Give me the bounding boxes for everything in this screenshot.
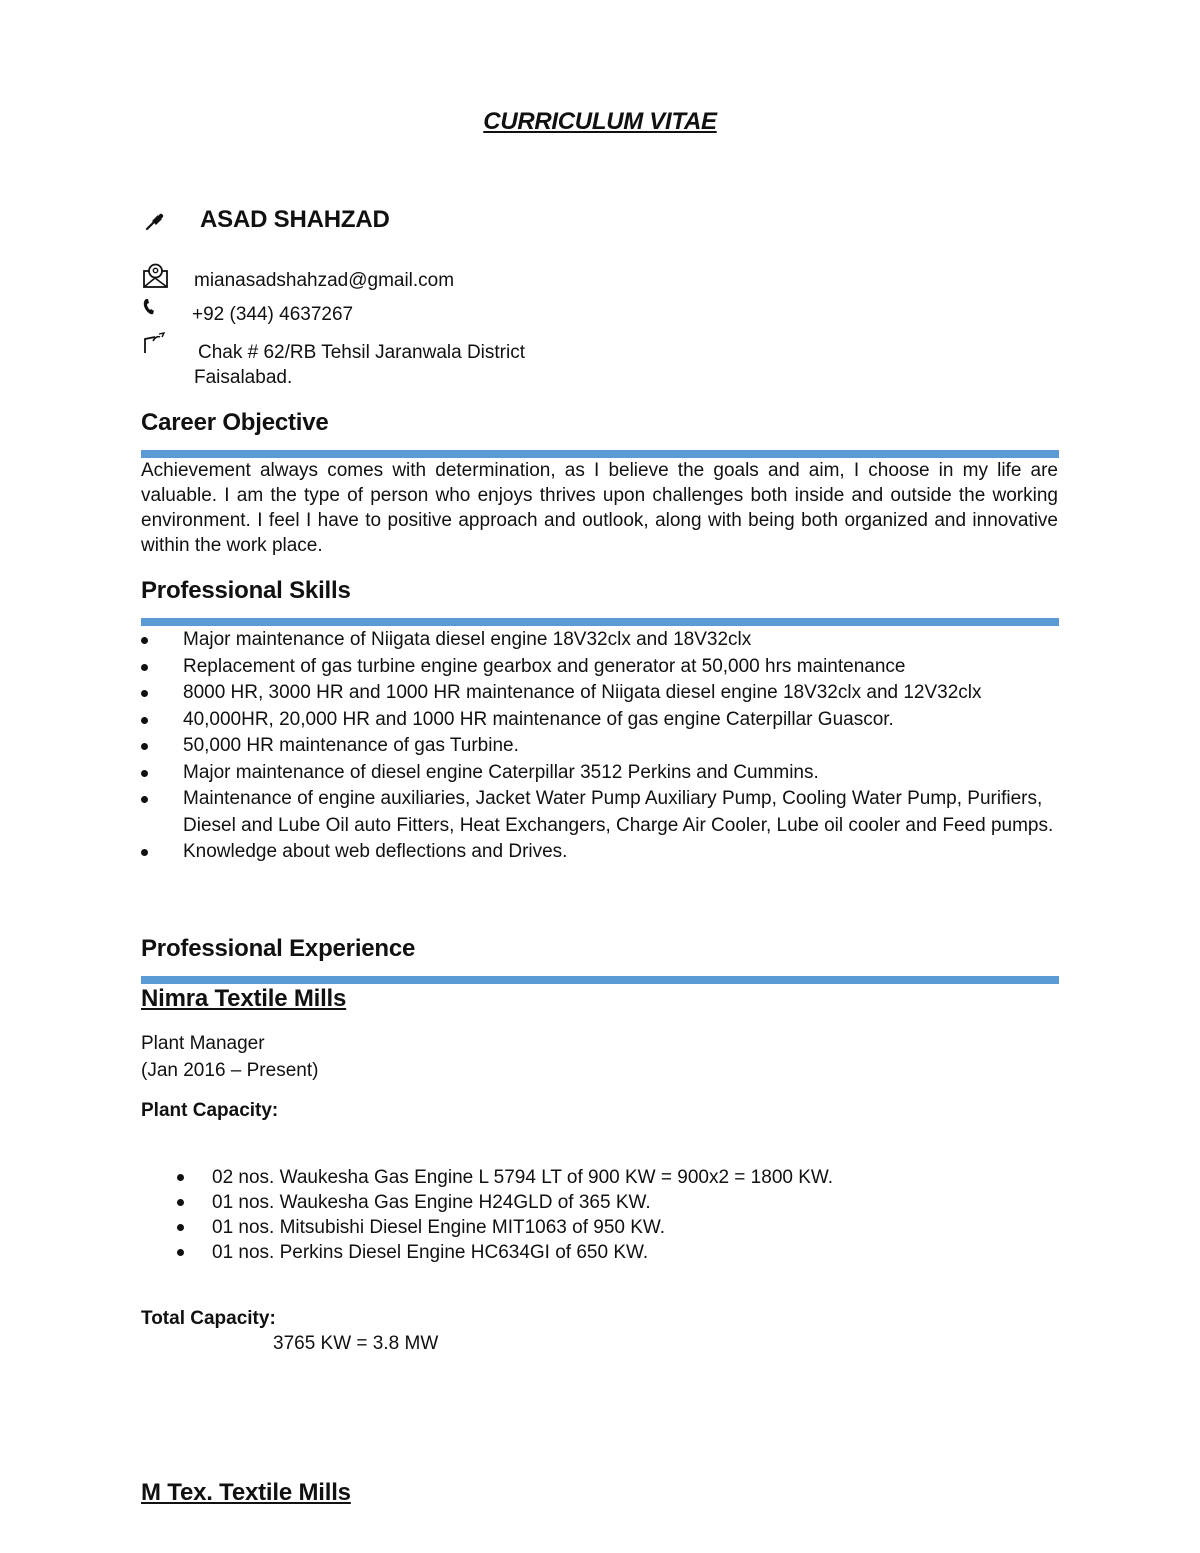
plant-capacity-label: Plant Capacity: [141, 1100, 279, 1121]
list-item: 50,000 HR maintenance of gas Turbine. [141, 733, 1081, 760]
list-item: 40,000HR, 20,000 HR and 1000 HR maintenance of gas engine Caterpillar Guascor. [141, 707, 1081, 734]
list-item: 02 nos. Waukesha Gas Engine L 5794 LT of 900 KW = 900x2 = 1800 KW. [172, 1165, 833, 1190]
list-item: Major maintenance of diesel engine Caterpillar 3512 Perkins and Cummins. [141, 760, 1081, 787]
phone-text: +92 (344) 4637267 [192, 304, 354, 325]
phone-icon [142, 297, 158, 322]
capacity-list [172, 1165, 833, 1265]
job-role: Plant Manager [141, 1033, 265, 1054]
email-text: mianasadshahzad@gmail.com [194, 270, 455, 291]
bullet-icon [141, 743, 148, 750]
total-capacity-value: 3765 KW = 3.8 MW [273, 1333, 439, 1354]
company-name: Nimra Textile Mills [141, 985, 347, 1012]
bullet-icon [177, 1199, 184, 1206]
company-name: M Tex. Textile Mills [141, 1479, 351, 1506]
bullet-icon [141, 664, 148, 671]
job-period: (Jan 2016 – Present) [141, 1060, 319, 1081]
envelope-icon [142, 262, 170, 295]
bullet-icon [177, 1174, 184, 1181]
bullet-icon [141, 717, 148, 724]
bullet-icon [141, 690, 148, 697]
bullet-icon [141, 796, 148, 803]
list-item: Replacement of gas turbine engine gearbox and generator at 50,000 hrs maintenance [141, 654, 1081, 681]
professional-skills-heading: Professional Skills [141, 577, 351, 604]
list-item: Maintenance of engine auxiliaries, Jacket Water Pump Auxiliary Pump, Cooling Water Pump, Purifiers, Diesel and Lube Oil auto Fitters, Heat Exchangers, Charge Air Cooler, Lube oil cooler and Feed pumps. [141, 786, 1083, 839]
bullet-icon [177, 1224, 184, 1231]
total-capacity-label: Total Capacity: [141, 1308, 276, 1329]
list-item: 01 nos. Waukesha Gas Engine H24GLD of 365 KW. [172, 1190, 833, 1215]
pen-icon [144, 210, 166, 237]
bullet-icon [177, 1249, 184, 1256]
list-item: Knowledge about web deflections and Drives. [141, 839, 1081, 866]
skills-list [141, 627, 1081, 866]
career-objective-heading: Career Objective [141, 409, 329, 436]
professional-experience-heading: Professional Experience [141, 935, 416, 962]
list-item: 8000 HR, 3000 HR and 1000 HR maintenance of Niigata diesel engine 18V32clx and 12V32clx [141, 680, 1043, 707]
section-divider [141, 450, 1059, 458]
section-divider [141, 618, 1059, 626]
career-objective-text: Achievement always comes with determination, as I believe the goals and aim, I choose in my life are valuable. I am the type of person who enjoys thrives upon challenges both inside and outside the working environment. I feel I have to positive approach and outlook, along with being both organized and innovative within the work place. [141, 460, 1058, 556]
candidate-name: ASAD SHAHZAD [200, 206, 390, 233]
bullet-icon [141, 637, 148, 644]
list-item: 01 nos. Perkins Diesel Engine HC634GI of 650 KW. [172, 1240, 833, 1265]
section-divider [141, 976, 1059, 984]
address-icon [142, 331, 168, 360]
address-line-1: Chak # 62/RB Tehsil Jaranwala District [198, 342, 526, 363]
bullet-icon [141, 849, 148, 856]
list-item: 01 nos. Mitsubishi Diesel Engine MIT1063 of 950 KW. [172, 1215, 833, 1240]
bullet-icon [141, 770, 148, 777]
address-line-2: Faisalabad. [194, 367, 293, 388]
document-title: CURRICULUM VITAE [483, 108, 717, 135]
list-item: Major maintenance of Niigata diesel engine 18V32clx and 18V32clx [141, 627, 1081, 654]
